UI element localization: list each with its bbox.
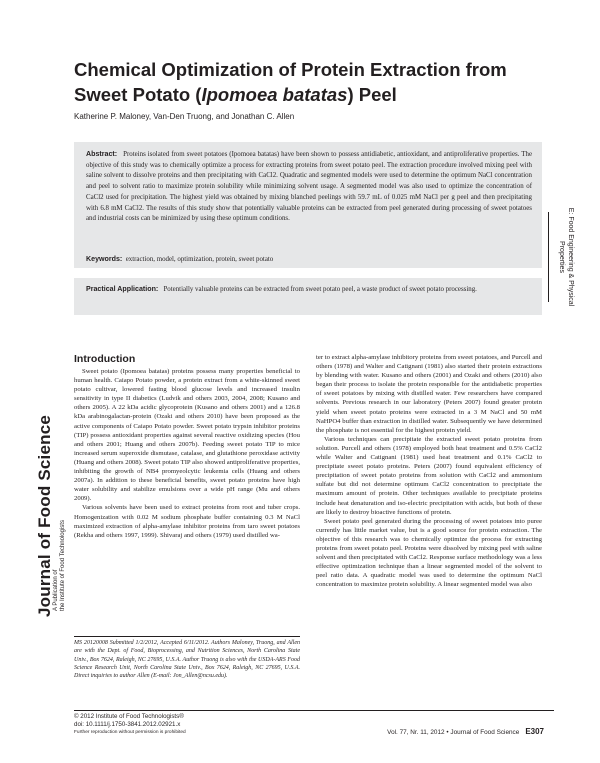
footer-journal-info — [387, 727, 544, 736]
footer-rule — [74, 710, 554, 711]
practical-label: Practical Application: — [86, 285, 159, 293]
footer-volume: Vol. 77, Nr. 11, 2012 • Journal of Food Science — [387, 729, 520, 736]
logo-sub-line-1: A Publication of — [53, 569, 59, 611]
footer-doi: doi: 10.1111/j.1750-3841.2012.02921.x — [74, 721, 181, 728]
keywords-label: Keywords: — [86, 255, 123, 263]
intro-paragraph-4: Various techniques can precipitate the extracted sweet potato proteins from solution. Purcell and others (1978) employed both heat treatment and 0.5% CaCl2 while Walter and Catignani (1981) used heat treatment and 0.1% CaCl2 to precipitate sweet potato proteins. Peters (2007) found equivalent efficiency of precipitation of sweet potato proteins from solution with CaCl2 and ammonium sulfate but did not determine optimum CaCl2 concentration to precipitate the maximum amount of protein. Other techniques available to precipitate proteins include heat denaturation and iso-electric precipitation with acids, but both of these are likely to destroy bioactive functions of protein. — [316, 435, 542, 516]
practical-body: Potentially valuable proteins can be extracted from sweet potato peel, a waste product of sweet potato processing. — [163, 286, 477, 293]
title-part-1: Chemical Optimization of Protein Extraction from Sweet Potato ( — [74, 59, 507, 105]
page-number: E307 — [525, 727, 544, 736]
logo-sub-line-2: the Institute of Food Technologists — [60, 520, 66, 611]
keywords-body: extraction, model, optimization, protein, sweet potato — [125, 256, 274, 263]
abstract-body: Proteins isolated from sweet potatoes (Ipomoea batatas) have been shown to possess antidiabetic, antioxidant, and antiproliferative properties. The objective of this study was to chemically optimize a process for extracting proteins from sweet potato peel. The extraction procedure involved mixing peel with saline solvent to dissolve proteins and then precipitating with CaCl2. Quadratic and segmented models were used to determine the optimum NaCl concentration and peel to solvent ratio to maximize protein solubility while minimizing solvent usage. A segmented model was also used to optimize the concentration of CaCl2 used for precipitation. The highest yield was obtained by mixing blanched peelings with 59.7 mL of 0.025 mM NaCl per g peel and then precipitating with 6.8 mM CaCl2. The results of this study show that potentially valuable proteins can be extracted from peel generated during processing of sweet potatoes and industrial costs can be minimized by using these optimum conditions. — [86, 151, 533, 223]
keywords — [86, 254, 532, 266]
abstract-label: Abstract: — [86, 150, 118, 158]
intro-paragraph-2: Various solvents have been used to extract proteins from root and tuber crops. Homogenization with 0.02 M sodium phosphate buffer containing 0.3 M NaCl maximized extraction of alpha-amylase inhibitor proteins from taro sweet potatoes (Rekha and others 1997, 1999). Shivaraj and others (1979) used distilled wa- — [74, 504, 300, 539]
intro-paragraph-3: ter to extract alpha-amylase inhibitory proteins from sweet potatoes, and Purcell and others (1978) and Walter and Catignani (1981) also started their protein extractions by blending with water. Kusano and others (2001) and Ozaki and others (2010) also began their process to isolate the protein responsible for the antidiabetic properties of sweet potatoes by mixing with distilled water. Few researchers have compared solvents. Previous research in our laboratory (Peters 2007) found greater protein yield when sweet potato proteins were extracted in a 3 M NaCl and 50 mM NaHPO4 buffer than extraction in distilled water. Subsequently we have determined the phosphate is not essential for the highest protein yield. — [316, 354, 542, 434]
article-title — [74, 57, 544, 107]
right-column — [316, 353, 542, 589]
abstract — [86, 149, 532, 225]
footer-copyright: © 2012 Institute of Food Technologists® — [74, 713, 184, 720]
left-column — [74, 367, 300, 540]
title-species: Ipomoea batatas — [201, 84, 348, 105]
title-part-2: ) Peel — [347, 84, 397, 105]
intro-paragraph-1: Sweet potato (Ipomoea batatas) proteins possess many properties beneficial to human health. Caiapo Potato powder, a protein extract from a white-skinned sweet potato cultivar, lowered fasting blood glucose levels and increased insulin sensitivity in type II diabetics (Ludvik and others 2003, 2004, 2008; Kusano and others 2005). A 22 kDa acidic glycoprotein (Kusano and others 2001) and a 126.8 kDa arabinogalactan-protein (Ozaki and others 2010) have been proposed as the active components of Caiapo Potato powder. Sweet potato trypsin inhibitor proteins (TIP) possess antioxidant properties against several reactive oxidizing species (Hou and others 2001; Huang and others 2007b). Feeding sweet potato TIP to mice increased serum superoxide dismutase, catalase, and glutathione peroxidase activity (Huang and others 2008). Sweet potato TIP also showed antiproliferative properties, inhibiting the growth of NB4 promyeolcytic leukemia cells (Huang and others 2007a). In addition to these beneficial benefits, sweet potato proteins have high water solubility and stabilize emulsions over a wide pH range (Mu and others 2009). — [74, 368, 300, 503]
introduction-heading: Introduction — [74, 353, 136, 365]
journal-logo-subtitle — [53, 520, 67, 611]
author-list: Katherine P. Maloney, Van-Den Truong, and Jonathan C. Allen — [74, 112, 295, 121]
footer-publication-info — [74, 713, 186, 737]
practical-application — [86, 284, 532, 296]
intro-paragraph-5: Sweet potato peel generated during the processing of sweet potatoes into puree currently has little market value, but is a good source for protein extraction. The objective of this research was to chemically optimize the process for extracting proteins from sweet potato peel. Proteins were dissolved by mixing peel with saline solvent and then precipitated with CaCl2. Response surface methodology was a less effective optimization technique than a linear segmented model of the solvent to peel ratio data. A quadratic model was used to determine the optimum NaCl concentration to maximize protein solubility. A linear segmented model was also — [316, 517, 542, 589]
author-footnote: MS 20120008 Submitted 1/2/2012, Accepted 6/11/2012. Authors Maloney, Truong, and Allen are with the Dept. of Food, Bioprocessing, and Nutrition Sciences, North Carolina State Univ., Box 7624, Raleigh, NC 27695, U.S.A. Author Truong is also with the USDA-ARS Food Science Research Unit, North Carolina State Univ., Box 7624, Raleigh, NC 27695, U.S.A. Direct inquiries to author Allen (E-mail: Jon_Allen@ncsu.edu). — [74, 636, 300, 680]
journal-logo-title: Journal of Food Science — [35, 414, 54, 617]
footer-note: Further reproduction without permission is prohibited — [74, 730, 186, 735]
section-tab-label: E: Food Engineering & Physical Properties — [558, 207, 574, 307]
